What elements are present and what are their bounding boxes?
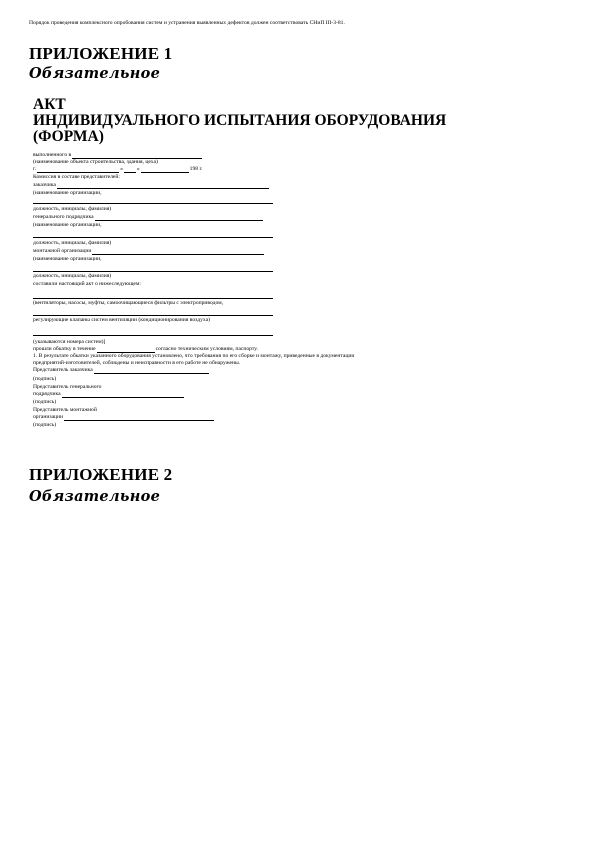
installer-extra-line[interactable] bbox=[33, 271, 273, 272]
installer-rep-signature-hint: (подпись) bbox=[33, 422, 57, 428]
valves-hint: регулирующие клапаны систем вентиляции (кондиционирования воздуха) bbox=[33, 317, 210, 323]
installer-label: монтажной организации bbox=[33, 248, 92, 254]
equipment-line-2[interactable] bbox=[33, 315, 273, 316]
installer-rep-label-2: организации bbox=[33, 414, 64, 420]
commission-label: Комиссия в составе представителей: bbox=[33, 174, 120, 180]
compiled-act-label: составили настоящий акт о нижеследующем: bbox=[33, 281, 141, 287]
installer-field[interactable] bbox=[92, 249, 264, 255]
appendix-1-heading: ПРИЛОЖЕНИЕ 1 bbox=[29, 44, 173, 63]
appendix-2-heading: ПРИЛОЖЕНИЕ 2 bbox=[29, 465, 173, 484]
equipment-hint: (вентиляторы, насосы, муфты, самоочищающиеся фильтры с электроприводом, bbox=[33, 300, 224, 306]
customer-rep-signature-hint: (подпись) bbox=[33, 376, 57, 382]
executed-at-label: выполненного в bbox=[33, 152, 72, 158]
appendix-2-subtitle: Обязательное bbox=[29, 488, 161, 505]
appendix-1-subtitle: Обязательное bbox=[29, 65, 161, 82]
form-line-customer bbox=[33, 182, 270, 189]
form-line-installer bbox=[33, 248, 265, 255]
year-label: 198 г. bbox=[189, 166, 203, 172]
run-in-label: прошли обкатку в течение bbox=[33, 346, 96, 352]
customer-label: заказчика bbox=[33, 182, 56, 188]
general-contractor-rep-label-1: Представитель генерального bbox=[33, 384, 102, 390]
city-label: г. bbox=[33, 166, 37, 172]
systems-hint: (указываются номера систем)] bbox=[33, 339, 106, 345]
month-field[interactable] bbox=[141, 167, 189, 173]
result-paragraph-line-2: предприятий-изготовителей, соблюдены и неисправности в его работе не обнаружены. bbox=[33, 360, 241, 366]
form-line-installer-rep bbox=[33, 414, 215, 421]
general-contractor-extra-line[interactable] bbox=[33, 237, 273, 238]
general-contractor-rep-signature-hint: (подпись) bbox=[33, 399, 57, 405]
installer-rep-signature-field[interactable] bbox=[64, 415, 214, 421]
date-quote-close: » bbox=[136, 166, 140, 172]
result-paragraph-line-1: 1. В результате обкатки указанного оборудования установлено, что требования по его сборке и монтажу, приведенные в документации bbox=[33, 353, 355, 359]
general-contractor-rep-signature-field[interactable] bbox=[62, 392, 184, 398]
installer-rep-label-1: Представитель монтажной bbox=[33, 407, 97, 413]
customer-rep-signature-field[interactable] bbox=[94, 368, 209, 374]
form-line-city-date bbox=[33, 166, 203, 173]
general-contractor-hint-person: должность, инициалы, фамилия) bbox=[33, 240, 112, 246]
installer-hint-person: должность, инициалы, фамилия) bbox=[33, 273, 112, 279]
general-contractor-rep-label-2: подрядчика bbox=[33, 391, 61, 397]
run-in-suffix: согласно техническим условиям, паспорту. bbox=[155, 346, 258, 352]
form-line-customer-rep bbox=[33, 367, 210, 374]
top-note: Порядок проведения комплексного опробования систем и устранения выявленных дефектов должен соответствовать СНиП III-3-81. bbox=[29, 20, 345, 26]
equipment-line-1[interactable] bbox=[33, 298, 273, 299]
installer-hint-org: (наименование организации, bbox=[33, 256, 102, 262]
customer-rep-label: Представитель заказчика bbox=[33, 367, 93, 373]
form-line-general-contractor bbox=[33, 214, 264, 221]
general-contractor-label: генерального подрядчика bbox=[33, 214, 94, 220]
act-title-line-2: ИНДИВИДУАЛЬНОГО ИСПЫТАНИЯ ОБОРУДОВАНИЯ bbox=[33, 112, 447, 129]
city-field[interactable] bbox=[37, 167, 119, 173]
systems-line[interactable] bbox=[33, 335, 273, 336]
form-hint-object: (наименование объекта строительства, здания, цеха) bbox=[33, 159, 158, 165]
general-contractor-hint-org: (наименование организации, bbox=[33, 222, 102, 228]
customer-field[interactable] bbox=[57, 183, 269, 189]
customer-hint-person: должность, инициалы, фамилия) bbox=[33, 206, 112, 212]
day-field[interactable] bbox=[124, 167, 136, 173]
customer-extra-line[interactable] bbox=[33, 203, 273, 204]
form-line-executed-at bbox=[33, 152, 203, 159]
act-title-line-3: (ФОРМА) bbox=[33, 128, 104, 145]
form-line-general-contractor-rep bbox=[33, 391, 185, 398]
act-title bbox=[33, 97, 513, 145]
act-title-line-1: АКТ bbox=[33, 96, 66, 113]
form-line-run-in bbox=[33, 346, 258, 353]
date-quote-open: « bbox=[120, 166, 123, 172]
general-contractor-field[interactable] bbox=[95, 215, 263, 221]
customer-hint-org: (наименование организации, bbox=[33, 190, 102, 196]
